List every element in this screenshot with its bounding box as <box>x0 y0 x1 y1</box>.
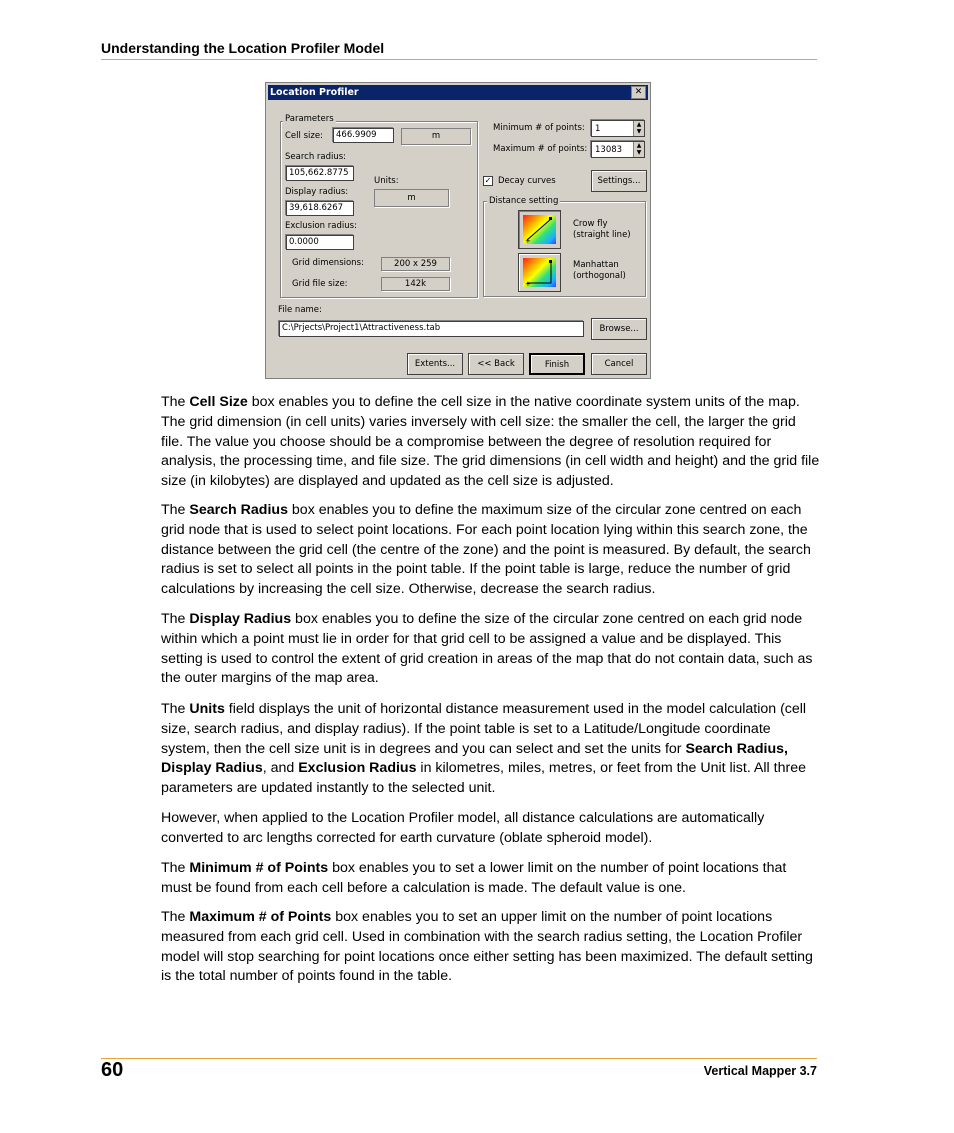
crow-fly-label-line2: (straight line) <box>573 230 631 240</box>
manhattan-label-line1: Manhattan <box>573 260 619 270</box>
bold-term: Units <box>189 701 225 717</box>
file-name-input[interactable]: C:\Prjects\Project1\Attractiveness.tab <box>279 321 584 337</box>
display-radius-input[interactable]: 39,618.6267 <box>286 201 354 216</box>
min-points-label: Minimum # of points: <box>493 123 585 133</box>
distance-setting-label: Distance setting <box>489 196 559 206</box>
crow-fly-label-line1: Crow fly <box>573 219 608 229</box>
straight-line-icon <box>523 215 556 244</box>
text-run: The <box>161 860 190 876</box>
text-run: box enables you to define the maximum size of the circular zone centred on each grid node that is used to select point locations. For each point location lying within this search zone, the distance between the grid cell (the centre of the zone) and the point is measured. By default, the search radius is set to select all points in the point table. If the point table is large, reduce the number of grid calculations by increasing the cell size. Otherwise, decrease the search radius. <box>161 502 811 598</box>
decay-curves-checkbox[interactable]: ✓ <box>484 176 492 185</box>
decay-curves-label: Decay curves <box>498 176 556 186</box>
max-points-value: 13083 <box>595 145 623 155</box>
text-run: The <box>161 502 190 518</box>
extents-button[interactable]: Extents... <box>407 353 463 375</box>
footer-product-name: Vertical Mapper 3.7 <box>703 1064 817 1078</box>
search-radius-label: Search radius: <box>285 152 347 162</box>
text-run: The <box>161 611 190 627</box>
grid-dimensions-label: Grid dimensions: <box>292 258 364 268</box>
grid-file-size-label: Grid file size: <box>292 279 348 289</box>
manhattan-icon <box>523 258 556 287</box>
svg-text:+: + <box>525 280 531 287</box>
crow-fly-icon <box>523 215 556 244</box>
text-run: box enables you to set a lower limit on the number of point locations that must be found from each cell before a calculation is made. The default value is one. <box>161 860 787 896</box>
back-button[interactable]: << Back <box>468 353 524 375</box>
text-run: field displays the unit of horizontal distance measurement used in the model calculation (cell size, search radius, and display radius). If the point table is set to a Latitude/Longitude coordinate system, then the cell size unit is in degrees and you can select and set the units for <box>161 701 807 757</box>
min-points-value: 1 <box>595 124 601 134</box>
bold-term: Cell Size <box>189 394 248 410</box>
text-run: , and <box>262 760 299 777</box>
max-points-spinner[interactable]: ▲ ▼ <box>633 142 644 157</box>
grid-dimensions-value: 200 x 259 <box>381 257 450 271</box>
header-divider <box>101 59 817 60</box>
cell-size-label: Cell size: <box>285 131 323 141</box>
min-points-spinner[interactable]: ▲ ▼ <box>633 121 644 136</box>
cell-size-input[interactable]: 466.9909 <box>333 128 394 143</box>
bold-term: Search Radius, Display Radius <box>161 740 788 777</box>
text-run: The <box>161 701 190 717</box>
svg-text:+: + <box>525 237 531 244</box>
location-profiler-dialog <box>265 82 651 379</box>
dialog-titlebar <box>268 85 648 100</box>
bold-term: Display Radius <box>189 611 292 627</box>
paragraph-cell-size <box>161 393 821 492</box>
orthogonal-line-icon <box>523 258 556 287</box>
max-points-input[interactable] <box>591 141 645 158</box>
bold-term: Maximum # of Points <box>189 909 332 925</box>
paragraph-earth-curvature <box>161 809 821 849</box>
max-points-label: Maximum # of points: <box>493 144 588 154</box>
manhattan-button[interactable] <box>518 253 561 292</box>
distance-setting-group <box>483 201 646 297</box>
text-run: box enables you to set an upper limit on the number of point locations measured from each grid cell. Used in combination with the search radius setting, the Location Profiler model will stop searching for point locations once either setting has been maximized. The default setting is the total number of points found in the table. <box>161 909 813 985</box>
parameters-group-label: Parameters <box>285 114 334 124</box>
browse-button[interactable]: Browse... <box>591 318 647 340</box>
paragraph-display-radius <box>161 610 821 689</box>
file-name-label: File name: <box>278 305 322 315</box>
bold-term: Minimum # of Points <box>189 860 329 876</box>
exclusion-radius-label: Exclusion radius: <box>285 221 357 231</box>
paragraph-minimum-points <box>161 859 821 899</box>
text-run: box enables you to define the cell size in the native coordinate system units of the map. The grid dimension (in cell units) varies inversely with cell size: the smaller the cell, the larger the grid file. The value you choose should be a compromise between the degree of resolution required for analysis, the processing time, and file size. The grid dimensions (in cell width and height) and the grid file size (in kilobytes) are displayed and updated as the cell size is adjusted. <box>161 394 820 490</box>
search-radius-input[interactable]: 105,662.8775 <box>286 166 354 181</box>
min-points-input[interactable] <box>591 120 645 137</box>
settings-button[interactable]: Settings... <box>591 170 647 192</box>
paragraph-units <box>161 700 821 799</box>
bold-term: Exclusion Radius <box>298 760 417 777</box>
finish-button[interactable]: Finish <box>529 353 585 375</box>
crow-fly-button[interactable] <box>518 210 561 249</box>
grid-file-size-value: 142k <box>381 277 450 291</box>
display-radius-label: Display radius: <box>285 187 349 197</box>
text-run: The <box>161 394 190 410</box>
manhattan-label-line2: (orthogonal) <box>573 271 626 281</box>
text-run: The <box>161 909 190 925</box>
close-icon[interactable]: ✕ <box>631 86 646 99</box>
cell-size-unit: m <box>401 128 471 145</box>
page-number: 60 <box>101 1059 124 1081</box>
footer-divider <box>101 1058 817 1059</box>
text-run: box enables you to define the size of the circular zone centred on each grid node within which a point must lie in order for that grid cell to be assigned a value and be displayed. This setting is used to control the extent of grid creation in areas of the map that do not contain data, such as the outer margins of the map area. <box>161 611 813 687</box>
text-run: However, when applied to the Location Profiler model, all distance calculations are automatically converted to arc lengths corrected for earth curvature (oblate spheroid model). <box>161 810 765 846</box>
exclusion-radius-input[interactable]: 0.0000 <box>286 235 354 250</box>
units-field: m <box>374 189 449 207</box>
text-run: in kilometres, miles, metres, or feet from the Unit list. All three parameters are updated instantly to the selected unit. <box>161 760 806 797</box>
paragraph-maximum-points <box>161 908 821 987</box>
page-header-title: Understanding the Location Profiler Model <box>101 40 385 56</box>
dialog-title: Location Profiler <box>270 87 359 98</box>
cancel-button[interactable]: Cancel <box>591 353 647 375</box>
units-label: Units: <box>374 176 399 186</box>
bold-term: Search Radius <box>189 502 288 518</box>
paragraph-search-radius <box>161 501 821 600</box>
